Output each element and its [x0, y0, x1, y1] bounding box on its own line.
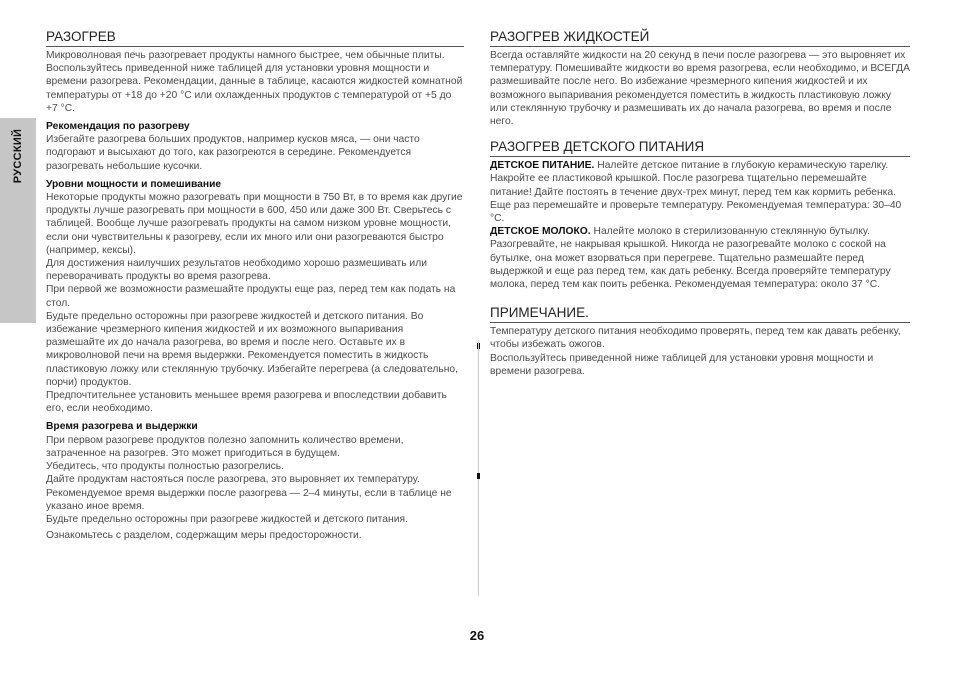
subsection-paragraph: Предпочтительнее установить меньшее время разогрева и впоследствии добавить его, если необходимо. [46, 390, 447, 415]
subsection-paragraph: Для достижения наилучших результатов необходимо хорошо размешивать или переворачивать продукты во время разогрева. [46, 258, 427, 283]
liquids-paragraph: Всегда оставляйте жидкости на 20 секунд в печи после разогрева — это выровняет их температуру. Помешивайте жидкости во время разогрева, если необходимо, и ВСЕГДА размешивайте после него. Во избежание чрезмерного кипения жидкостей и их возможного выпаривания рекомендуется поместить в жидкость пластиковую ложку или стеклянную трубочку и размешивать их до начала разогрева, во время и после него. [490, 50, 910, 128]
right-column [490, 28, 910, 378]
subsection-paragraph: При первой же возможности размешайте продукты еще раз, перед тем как подать на стол. [46, 284, 456, 309]
subsection-heading: Рекомендация по разогреву [46, 121, 190, 133]
baby-food-label: ДЕТСКОЕ ПИТАНИЕ. [490, 160, 595, 172]
subsection-heading: Время разогрева и выдержки [46, 421, 198, 433]
subsection-heading: Уровни мощности и помешивание [46, 178, 222, 190]
note-section-title: ПРИМЕЧАНИЕ. [490, 304, 910, 323]
subsection-paragraph: Некоторые продукты можно разогревать при мощности в 750 Вт, в то время как другие продукты лучше разогревать при мощности в 600, 450 или даже 300 Вт. Сверьтесь с таблицей. Вообще лучше разогревать продукты на самом низком уровне мощности, если они чувствительны к разогреву, если их много или они разогреваются быстро (например, кексы). [46, 192, 463, 256]
baby-milk-text: Налейте молоко в стерилизованную стеклянную бутылку. Разогревайте, не накрывая крышкой. Никогда не разогревайте молоко с соской на бутылке, она может взорваться при перегреве. Тщательно размешайте перед выдержкой и еще раз перед тем, как дать ребенку. Всегда проверяйте температуру молока, перед тем как поить ребенка. Рекомендуемая температура: около 37 °C. [490, 226, 891, 291]
baby-milk-label: ДЕТСКОЕ МОЛОКО. [490, 226, 591, 238]
left-column [46, 28, 464, 542]
baby-food-text: Налейте детское питание в глубокую керамическую тарелку. Накройте ее пластиковой крышкой. После разогрева тщательно перемешайте питание! Дайте постоять в течение двух-трех минут, перед тем как кормить ребенка. Еще раз перемешайте и проверьте температуру. Рекомендуемая температура: 30–40 °C. [490, 160, 902, 225]
intro-paragraph: Микроволновая печь разогревает продукты намного быстрее, чем обычные плиты. [46, 50, 445, 61]
heating-section-title: РАЗОГРЕВ [46, 28, 464, 47]
subsection-paragraph: При первом разогреве продуктов полезно запомнить количество времени, затраченное на разогрев. Это может пригодиться в будущем. [46, 434, 404, 459]
baby-food-paragraph [490, 159, 910, 225]
margin-tick-mark [477, 473, 480, 479]
subsection-paragraph: Убедитесь, что продукты полностью разогрелись. [46, 461, 285, 473]
intro-paragraph: Воспользуйтесь приведенной ниже таблицей для установки уровня мощности и времени разогрева. Рекомендации, данные в таблице, касаются жидкостей комнатной температуры от +18 до +20 °C или охлажденных продуктов с температурой от +5 до +7 °C. [46, 63, 463, 114]
page-number: 26 [469, 628, 485, 643]
column-divider [478, 340, 479, 596]
closing-paragraph: Ознакомьтесь с разделом, содержащим меры предосторожности. [46, 530, 362, 542]
subsection-paragraph: Дайте продуктам настояться после разогрева, это выровняет их температуру. [46, 474, 420, 486]
subsection-paragraph: Избегайте разогрева больших продуктов, например кусков мяса, — они часто подгорают и высыхают до того, как разогреются в середине. Рекомендуется разогревать небольшие кусочки. [46, 134, 420, 172]
subsection-paragraph: Будьте предельно осторожны при разогреве жидкостей и детского питания. [46, 513, 408, 525]
subsection-paragraph: Будьте предельно осторожны при разогреве жидкостей и детского питания. Во избежание чрезмерного кипения жидкостей и их возможного выпаривания размешайте их до начала разогрева, во время и после него. Оставьте их в микроволновой печи на время выдержки. Рекомендуется поместить в жидкость пластиковую ложку или стеклянную трубочку. Избегайте перегрева (а следовательно, порчи) продуктов. [46, 310, 458, 388]
language-side-tab-label: РУССКИЙ [12, 128, 24, 184]
liquids-section-title: РАЗОГРЕВ ЖИДКОСТЕЙ [490, 28, 910, 47]
note-paragraph: Воспользуйтесь приведенной ниже таблицей для установки уровня мощности и времени разогрева. [490, 352, 874, 377]
note-paragraph: Температуру детского питания необходимо проверять, перед тем как давать ребенку, чтобы избежать ожогов. [490, 326, 901, 351]
baby-milk-paragraph [490, 225, 910, 291]
subsection-paragraph: Рекомендуемое время выдержки после разогрева — 2–4 минуты, если в таблице не указано иное время. [46, 487, 452, 512]
baby-food-section-title: РАЗОГРЕВ ДЕТСКОГО ПИТАНИЯ [490, 138, 910, 157]
